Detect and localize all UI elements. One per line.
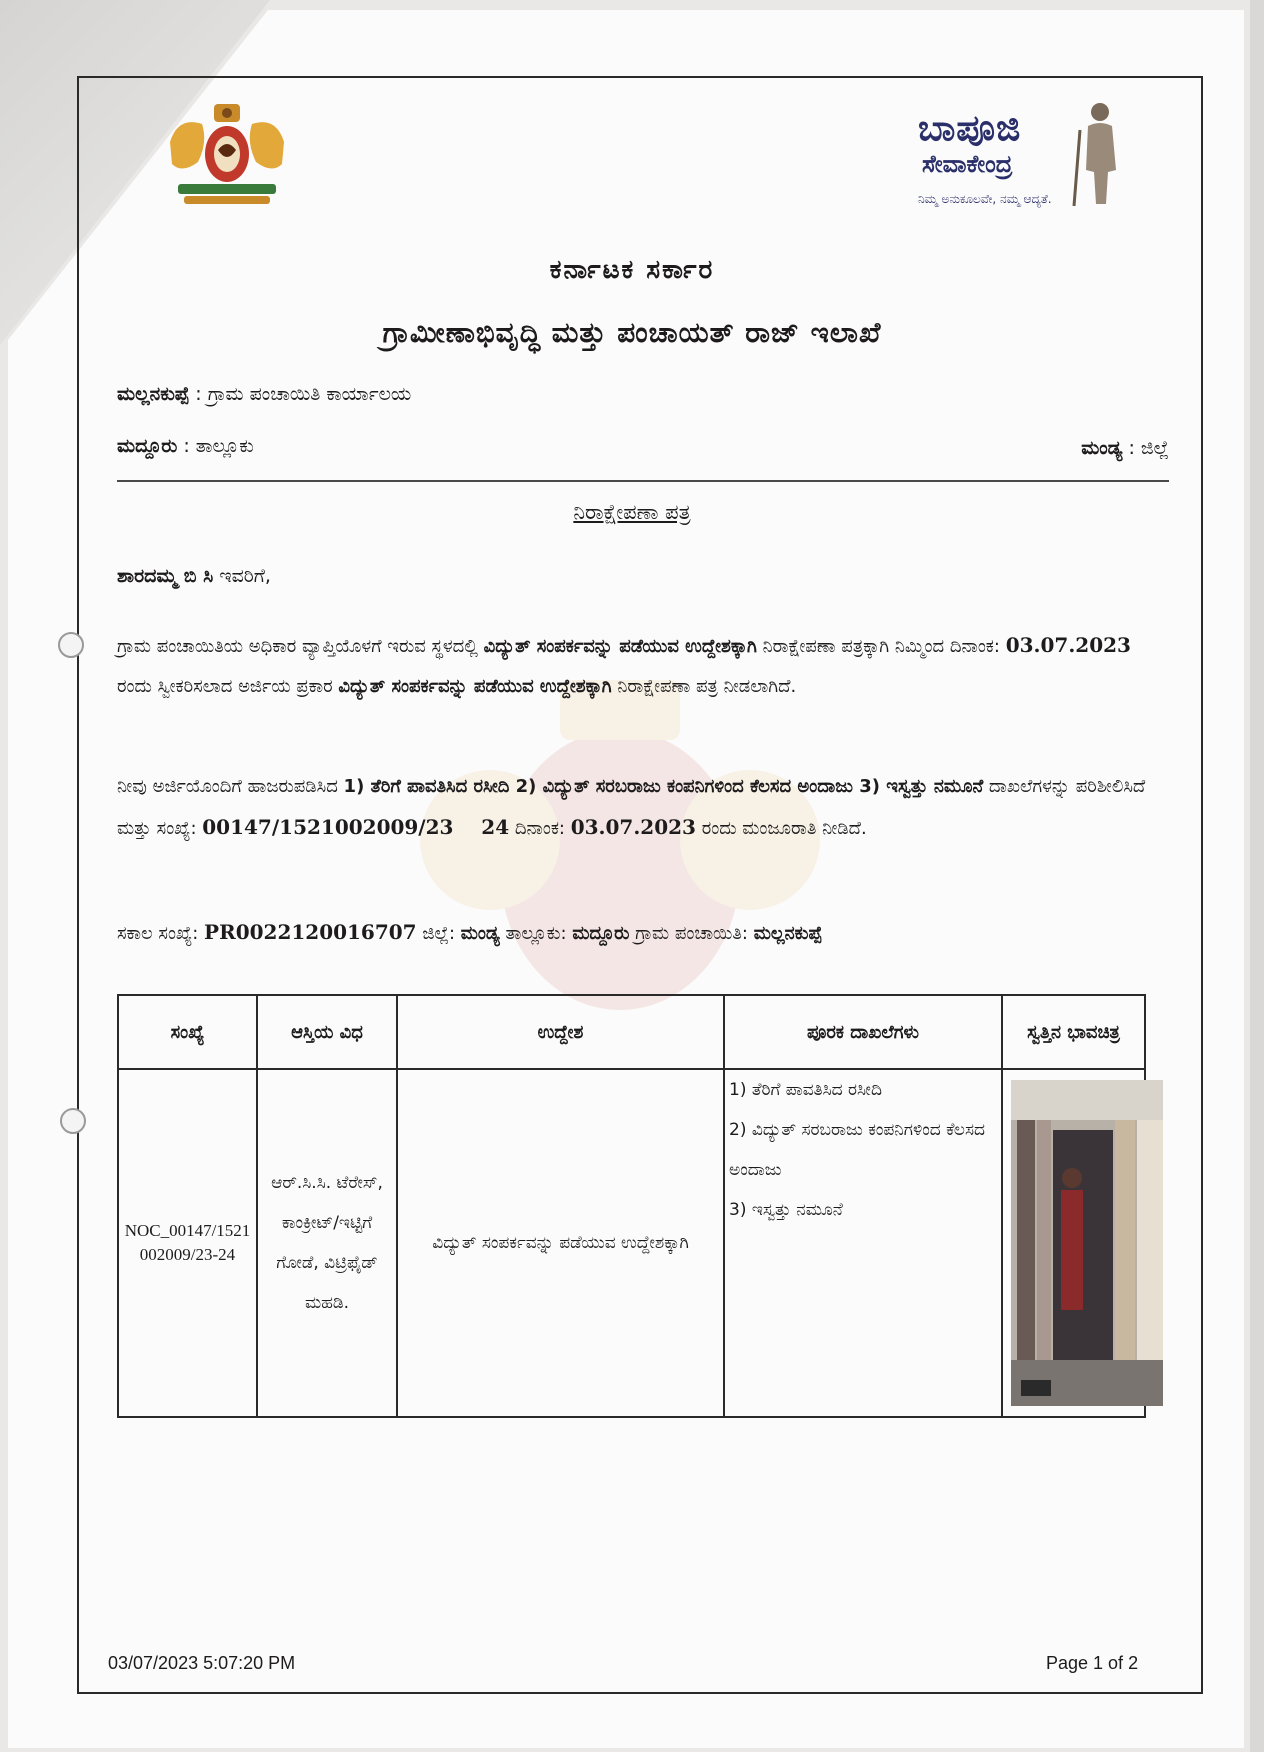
logo-title: ಬಾಪೂಜಿ [918, 108, 1022, 149]
header-photo: ಸ್ವತ್ತಿನ ಭಾವಚಿತ್ರ [1002, 995, 1145, 1069]
table-header-row [118, 995, 1145, 1069]
ref-district-label: ಜಿಲ್ಲೆ: [416, 923, 461, 944]
punch-hole [58, 632, 84, 658]
noc-details-table [117, 994, 1146, 1418]
property-photo-icon [1011, 1080, 1163, 1406]
punch-hole [60, 1108, 86, 1134]
header-documents: ಪೂರಕ ದಾಖಲೆಗಳು [724, 995, 1002, 1069]
office-label: ಗ್ರಾಮ ಪಂಚಾಯಿತಿ ಕಾರ್ಯಾಲಯ [207, 383, 412, 405]
para1-bold-2: ವಿದ್ಯುತ್ ಸಂಪರ್ಕವನ್ನು ಪಡೆಯುವ ಉದ್ದೇಶಕ್ಕಾಗಿ [338, 676, 612, 697]
para1-text-3: ರಂದು ಸ್ವೀಕರಿಸಲಾದ ಅರ್ಜಿಯ ಪ್ರಕಾರ [117, 676, 339, 697]
office-name: ಮಲ್ಲನಕುಪ್ಪೆ [117, 383, 190, 405]
print-timestamp: 03/07/2023 5:07:20 PM [108, 1653, 296, 1673]
para2-date: 03.07.2023 [570, 815, 696, 839]
bapuji-seva-kendra-logo [908, 100, 1130, 218]
department-heading: ಗ್ರಾಮೀಣಾಭಿವೃದ್ಧಿ ಮತ್ತು ಪಂಚಾಯತ್ ರಾಜ್ ಇಲಾಖೆ [382, 316, 882, 349]
cell-property-type: ಆರ್.ಸಿ.ಸಿ. ಟೆರೇಸ್, ಕಾಂಕ್ರೀಟ್/ಇಟ್ಟಿಗೆ ಗೋಡೆ, ವಿಟ್ರಿಫೈಡ್ ಮಹಡಿ. [257, 1069, 397, 1417]
para1-date: 03.07.2023 [1005, 633, 1131, 657]
document-item: 3) ಇಸ್ವತ್ತು ನಮೂನೆ [729, 1200, 843, 1220]
district-label: ಜಿಲ್ಲೆ [1140, 437, 1169, 459]
cell-property-photo [1002, 1069, 1145, 1417]
ref-taluk-label: ತಾಲ್ಲೂಕು: [499, 923, 573, 944]
para1-text-1: ಗ್ರಾಮ ಪಂಚಾಯಿತಿಯ ಅಧಿಕಾರ ವ್ಯಾಪ್ತಿಯೊಳಗೆ ಇರುವ ಸ್ಥಳದಲ್ಲಿ [117, 636, 484, 657]
office-line [117, 383, 411, 405]
header-purpose: ಉದ್ದೇಶ [397, 995, 724, 1069]
ref-gp-label: ಗ್ರಾಮ ಪಂಚಾಯಿತಿ: [629, 923, 754, 944]
cell-noc-number: NOC_00147/1521002009/23-24 [118, 1069, 257, 1417]
district-sep: : [1122, 437, 1141, 459]
table-row [118, 1069, 1145, 1417]
district-line [1081, 437, 1169, 459]
gandhi-figure-icon [1066, 100, 1128, 210]
office-sep: : [189, 383, 208, 405]
watermark-emblem [360, 650, 880, 1050]
document-item: 2) ವಿದ್ಯುತ್ ಸರಬರಾಜು ಕಂಪನಿಗಳಿಂದ ಕೆಲಸದ ಅಂದಾಜು [729, 1120, 985, 1180]
government-heading: ಕರ್ನಾಟಕ ಸರ್ಕಾರ [549, 255, 715, 285]
district-name: ಮಂಡ್ಯ [1081, 437, 1123, 459]
addressee-line [117, 565, 271, 587]
para1-text-4: ನಿರಾಕ್ಷೇಪಣಾ ಪತ್ರ ನೀಡಲಾಗಿದೆ. [611, 676, 797, 697]
para2-number: 00147/1521002009/23 24 [202, 815, 510, 839]
cell-documents [724, 1069, 1002, 1417]
karnataka-emblem-icon [158, 102, 296, 210]
taluk-sep: : [177, 435, 196, 457]
para2-bold-docs: 1) ತೆರಿಗೆ ಪಾವತಿಸಿದ ರಸೀದಿ 2) ವಿದ್ಯುತ್ ಸರಬರಾಜು ಕಂಪನಿಗಳಿಂದ ಕೆಲಸದ ಅಂದಾಜು 3) ಇಸ್ವತ್ತು ನಮೂನೆ [343, 776, 984, 797]
addressee-suffix: ಇವರಿಗೆ, [213, 565, 271, 587]
ref-gp: ಮಲ್ಲನಕುಪ್ಪೆ [753, 923, 823, 944]
ref-district: ಮಂಡ್ಯ [460, 923, 500, 944]
sakala-number: PR0022120016707 [204, 920, 417, 944]
para1-bold-1: ವಿದ್ಯುತ್ ಸಂಪರ್ಕವನ್ನು ಪಡೆಯುವ ಉದ್ದೇಶಕ್ಕಾಗಿ [483, 636, 757, 657]
header-property-type: ಆಸ್ತಿಯ ವಿಧ [257, 995, 397, 1069]
para1-text-2: ನಿರಾಕ್ಷೇಪಣಾ ಪತ್ರಕ್ಕಾಗಿ ನಿಮ್ಮಿಂದ ದಿನಾಂಕ: [756, 636, 1006, 657]
paragraph-approval [117, 767, 1169, 849]
taluk-line [117, 435, 254, 457]
header-divider [117, 480, 1169, 482]
page-number: Page 1 of 2 [1046, 1653, 1139, 1673]
addressee-name: ಶಾರದಮ್ಮ ಬಿ ಸಿ [117, 565, 214, 587]
ref-taluk: ಮದ್ದೂರು [572, 923, 630, 944]
taluk-name: ಮದ್ದೂರು [117, 435, 178, 457]
para2-text-3: ದಿನಾಂಕ: [509, 818, 571, 839]
para2-text-4: ರಂದು ಮಂಜೂರಾತಿ ನೀಡಿದೆ. [695, 818, 867, 839]
taluk-label: ತಾಲ್ಲೂಕು [195, 435, 254, 457]
logo-tagline: ನಿಮ್ಮ ಅನುಕೂಲವೇ, ನಮ್ಮ ಆದ್ಯತೆ. [918, 192, 1052, 206]
para2-text-2: ದಾಖಲೆಗಳನ್ನು ಪರಿಶೀಲಿಸಿದೆ ಮತ್ತು ಸಂಖ್ಯೆ: [117, 776, 1146, 839]
para2-text-1: ನೀವು ಅರ್ಜಿಯೊಂದಿಗೆ ಹಾಜರುಪಡಿಸಿದ [117, 776, 344, 797]
cell-purpose: ವಿದ್ಯುತ್ ಸಂಪರ್ಕವನ್ನು ಪಡೆಯುವ ಉದ್ದೇಶಕ್ಕಾಗಿ [397, 1069, 724, 1417]
paragraph-application [117, 625, 1169, 707]
document-title: ನಿರಾಕ್ಷೇಪಣಾ ಪತ್ರ [573, 500, 691, 524]
sakala-reference-line [117, 920, 822, 944]
document-item: 1) ತೆರಿಗೆ ಪಾವತಿಸಿದ ರಸೀದಿ [729, 1080, 882, 1100]
sakala-label: ಸಕಾಲ ಸಂಖ್ಯೆ: [117, 923, 205, 944]
header-number: ಸಂಖ್ಯೆ [118, 995, 257, 1069]
logo-subtitle: ಸೇವಾಕೇಂದ್ರ [922, 150, 1013, 178]
